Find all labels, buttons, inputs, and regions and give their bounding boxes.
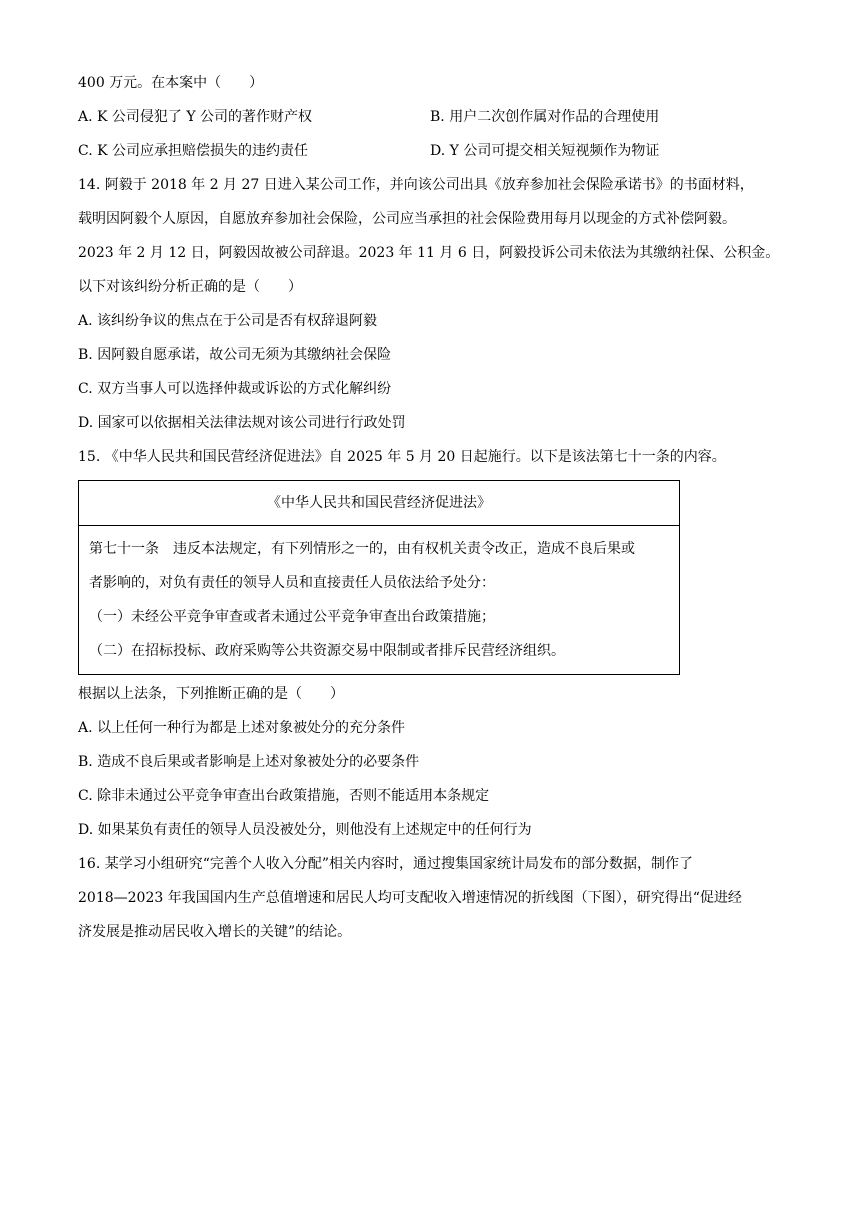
q14-stem-line-4: 以下对该纠纷分析正确的是（ ） bbox=[78, 279, 302, 295]
q13-options-row-1 bbox=[78, 106, 784, 128]
q16-stem-line-3: 济发展是推动居民收入增长的关键”的结论。 bbox=[78, 924, 352, 940]
law-box-title: 《中华人民共和国民营经济促进法》 bbox=[79, 481, 679, 526]
law-excerpt-box bbox=[78, 480, 680, 675]
q13-continuation: 400 万元。在本案中（ ） bbox=[78, 75, 264, 91]
q15-option-d[interactable]: D. 如果某负有责任的领导人员没被处分，则他没有上述规定中的任何行为 bbox=[78, 822, 532, 838]
q16-stem-line-1: 16. 某学习小组研究“完善个人收入分配”相关内容时，通过搜集国家统计局发布的部分数据，制作了 bbox=[78, 856, 694, 872]
q14-option-a[interactable]: A. 该纠纷争议的焦点在于公司是否有权辞退阿毅 bbox=[78, 313, 378, 329]
q13-option-c[interactable]: C. K 公司应承担赔偿损失的违约责任 bbox=[78, 143, 309, 159]
law-article-line-1: 第七十一条 违反本法规定，有下列情形之一的，由有权机关责令改正，造成不良后果或 bbox=[89, 541, 635, 557]
q15-option-b[interactable]: B. 造成不良后果或者影响是上述对象被处分的必要条件 bbox=[78, 754, 420, 770]
law-article-line-2: 者影响的，对负有责任的领导人员和直接责任人员依法给予处分： bbox=[89, 575, 495, 591]
q14-option-b[interactable]: B. 因阿毅自愿承诺，故公司无须为其缴纳社会保险 bbox=[78, 347, 392, 363]
law-article-item-1: （一）未经公平竞争审查或者未通过公平竞争审查出台政策措施； bbox=[89, 609, 495, 625]
exam-page bbox=[78, 72, 784, 955]
q13-option-a[interactable]: A. K 公司侵犯了 Y 公司的著作财产权 bbox=[78, 109, 313, 125]
law-box-body bbox=[79, 526, 679, 674]
q13-option-d[interactable]: D. Y 公司可提交相关短视频作为物证 bbox=[430, 143, 660, 159]
q14-option-d[interactable]: D. 国家可以依据相关法律法规对该公司进行行政处罚 bbox=[78, 415, 406, 431]
law-article-item-2: （二）在招标投标、政府采购等公共资源交易中限制或者排斥民营经济组织。 bbox=[89, 643, 565, 659]
q14-option-c[interactable]: C. 双方当事人可以选择仲裁或诉讼的方式化解纠纷 bbox=[78, 381, 392, 397]
q14-stem-line-3: 2023 年 2 月 12 日，阿毅因故被公司辞退。2023 年 11 月 6 日，阿毅投诉公司未依法为其缴纳社保、公积金。 bbox=[78, 245, 780, 261]
q15-option-a[interactable]: A. 以上任何一种行为都是上述对象被处分的充分条件 bbox=[78, 720, 406, 736]
q15-question: 根据以上法条，下列推断正确的是（ ） bbox=[78, 686, 344, 702]
q13-options-row-2 bbox=[78, 140, 784, 162]
q14-stem-line-2: 载明因阿毅个人原因，自愿放弃参加社会保险，公司应当承担的社会保险费用每月以现金的方式补偿阿毅。 bbox=[78, 211, 736, 227]
q13-option-b[interactable]: B. 用户二次创作属对作品的合理使用 bbox=[430, 109, 660, 125]
q16-stem-line-2: 2018—2023 年我国国内生产总值增速和居民人均可支配收入增速情况的折线图（下图），研究得出“促进经 bbox=[78, 890, 742, 906]
q15-stem: 15. 《中华人民共和国民营经济促进法》自 2025 年 5 月 20 日起施行。以下是该法第七十一条的内容。 bbox=[78, 449, 726, 465]
q15-option-c[interactable]: C. 除非未通过公平竞争审查出台政策措施，否则不能适用本条规定 bbox=[78, 788, 490, 804]
q14-stem-line-1: 14. 阿毅于 2018 年 2 月 27 日进入某公司工作，并向该公司出具《放弃参加社会保险承诺书》的书面材料， bbox=[78, 177, 754, 193]
